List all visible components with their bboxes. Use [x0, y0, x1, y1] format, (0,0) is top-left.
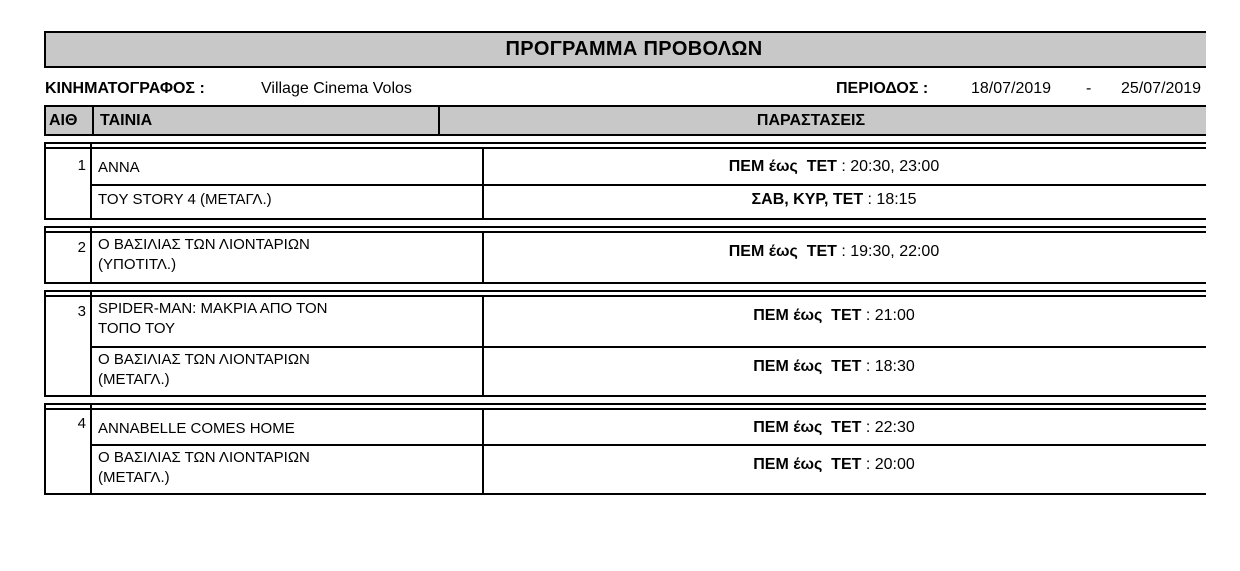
movie-title-line: (ΥΠΟΤΙΤΛ.) — [98, 256, 177, 273]
period-from: 18/07/2019 — [971, 80, 1052, 97]
movie-cell — [92, 186, 484, 220]
group-rule — [44, 290, 1206, 292]
table-header — [44, 105, 1206, 136]
movie-title-line: TOY STORY 4 (ΜΕΤΑΓΛ.) — [98, 191, 272, 208]
header-hall: ΑΙΘ — [49, 112, 78, 129]
hall-cell — [44, 290, 92, 397]
movie-cell — [92, 446, 484, 495]
movie-cell — [92, 149, 484, 186]
header-divider — [92, 107, 94, 134]
period-separator: - — [1086, 80, 1092, 97]
header-shows: ΠΑΡΑΣΤΑΣΕΙΣ — [756, 112, 866, 129]
show-days: ΠΕΜ έως ΤΕΤ — [728, 243, 837, 260]
schedule-title-bar — [44, 31, 1206, 68]
movie-title-line: (ΜΕΤΑΓΛ.) — [98, 469, 170, 486]
showtimes-cell — [484, 233, 1206, 284]
cinema-name: Village Cinema Volos — [261, 80, 412, 97]
hall-group — [44, 142, 1206, 220]
hall-number: 2 — [77, 239, 86, 256]
showtimes-cell — [484, 186, 1206, 220]
movie-title-line: Ο ΒΑΣΙΛΙΑΣ ΤΩΝ ΛΙΟΝΤΑΡΙΩΝ — [98, 449, 310, 466]
hall-group — [44, 403, 1206, 495]
cinema-label: ΚΙΝΗΜΑΤΟΓΡΑΦΟΣ : — [45, 80, 205, 97]
movie-title-line: ANNA — [98, 159, 140, 176]
show-days: ΠΕΜ έως ΤΕΤ — [753, 419, 862, 436]
movie-cell — [92, 233, 484, 284]
show-times: : 20:30, 23:00 — [836, 158, 940, 175]
show-days: ΠΕΜ έως ΤΕΤ — [753, 456, 862, 473]
movie-title-line: SPIDER-MAN: ΜΑΚΡΙΑ ΑΠΟ ΤΟΝ — [98, 300, 328, 317]
show-days: ΣΑΒ, ΚΥΡ, ΤΕΤ — [751, 191, 864, 208]
hall-cell — [44, 142, 92, 220]
showtimes-cell — [484, 410, 1206, 446]
hall-group — [44, 290, 1206, 397]
hall-number: 3 — [77, 303, 86, 320]
table-row — [92, 410, 1206, 446]
movie-title-line: ANNABELLE COMES HOME — [98, 420, 295, 437]
group-rule — [44, 403, 1206, 405]
period-to: 25/07/2019 — [1121, 80, 1202, 97]
table-row — [92, 297, 1206, 348]
header-movie: ΤΑΙΝΙΑ — [100, 112, 153, 129]
show-days: ΠΕΜ έως ΤΕΤ — [753, 358, 862, 375]
hall-group — [44, 226, 1206, 284]
table-row — [92, 233, 1206, 284]
show-days: ΠΕΜ έως ΤΕΤ — [728, 158, 837, 175]
hall-cell — [44, 403, 92, 495]
table-row — [92, 348, 1206, 397]
show-times: : 18:30 — [861, 358, 915, 375]
hall-cell — [44, 226, 92, 284]
showtimes-cell — [484, 149, 1206, 186]
movie-title-line: ΤΟΠΟ ΤΟΥ — [98, 320, 176, 337]
show-times: : 19:30, 22:00 — [836, 243, 940, 260]
movie-cell — [92, 297, 484, 348]
show-times: : 22:30 — [861, 419, 915, 436]
movie-title-line: (ΜΕΤΑΓΛ.) — [98, 371, 170, 388]
hall-number: 1 — [77, 157, 86, 174]
table-row — [92, 446, 1206, 495]
show-times: : 21:00 — [861, 307, 915, 324]
group-rule — [44, 142, 1206, 144]
showtimes-cell — [484, 446, 1206, 495]
period-label: ΠΕΡΙΟΔΟΣ : — [836, 80, 929, 97]
hall-number: 4 — [77, 415, 86, 432]
schedule-title: ΠΡΟΓΡΑΜΜΑ ΠΡΟΒΟΛΩΝ — [505, 38, 763, 60]
table-row — [92, 149, 1206, 186]
showtimes-cell — [484, 348, 1206, 397]
movie-cell — [92, 410, 484, 446]
movie-title-line: Ο ΒΑΣΙΛΙΑΣ ΤΩΝ ΛΙΟΝΤΑΡΙΩΝ — [98, 236, 310, 253]
showtimes-cell — [484, 297, 1206, 348]
movie-cell — [92, 348, 484, 397]
movie-title-line: Ο ΒΑΣΙΛΙΑΣ ΤΩΝ ΛΙΟΝΤΑΡΙΩΝ — [98, 351, 310, 368]
group-rule — [44, 226, 1206, 228]
table-row — [92, 186, 1206, 220]
show-days: ΠΕΜ έως ΤΕΤ — [753, 307, 862, 324]
show-times: : 18:15 — [863, 191, 917, 208]
show-times: : 20:00 — [861, 456, 915, 473]
